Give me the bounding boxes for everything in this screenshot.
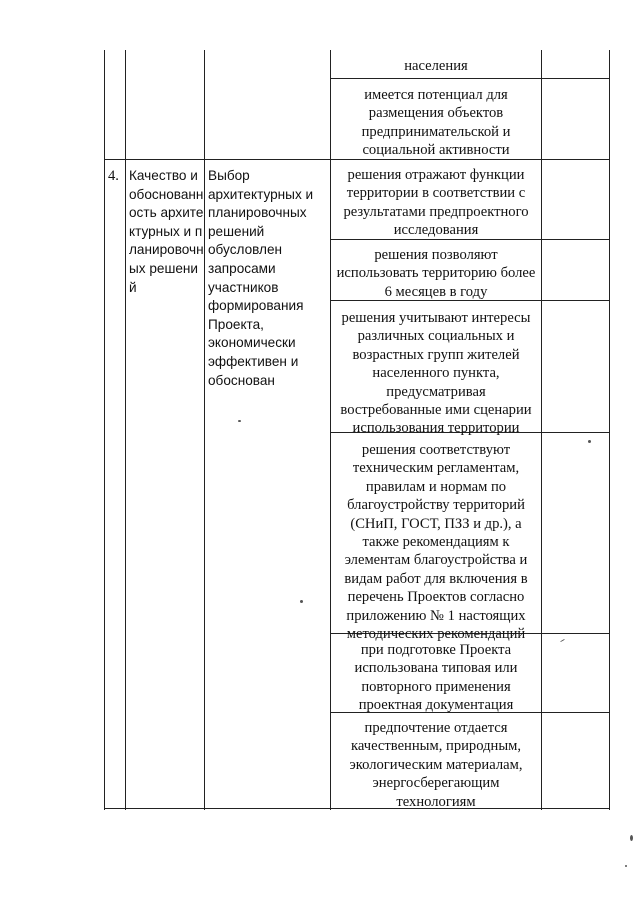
- scan-speck: [588, 440, 591, 443]
- scan-speck: [630, 835, 633, 841]
- scan-speck: [238, 420, 241, 422]
- indicator-cell: предпочтение отдается качественным, природным, экологическим материалам, энергосберегающим технологиям: [349, 720, 523, 810]
- indicator-cell: решения соответствуют техническим регламентам, правилам и нормам по благоустройству территорий (СНиП, ГОСТ, ПЗЗ и др.), а также рекомендациям к элементам благоустройства и видам работ для включения в перечень Проектов согласно приложению № 1 настоящих методических рекомендаций: [344, 442, 528, 643]
- table-border-right: [609, 50, 610, 810]
- description-cell: Выбор архитектурных и планировочных решений обусловлен запросами участников формирования Проекта, экономически эффективен и обоснован: [208, 168, 314, 388]
- indicator-cell: при подготовке Проекта использована типовая или повторного применения проектная документация: [354, 642, 518, 714]
- column-divider-criterion: [204, 50, 205, 810]
- indicator-cell: решения учитывают интересы различных социальных и возрастных групп жителей населенного пункта, предусматривая востребованные ими сценарии использования территории: [340, 310, 532, 437]
- table-border-left: [104, 50, 105, 810]
- indicator-cell: решения отражают функции территории в соответствии с результатами предпроектного исследования: [343, 167, 529, 239]
- scan-speck: [300, 600, 303, 603]
- column-divider-indicator: [541, 50, 542, 810]
- criterion-cell: Качество и обоснованность архитектурных и планировочных решений: [129, 168, 204, 295]
- scan-speck: [625, 865, 627, 867]
- column-divider-number: [125, 50, 126, 810]
- row-divider: [330, 78, 610, 79]
- indicator-cell: населения: [404, 58, 468, 74]
- indicator-cell: имеется потенциал для размещения объектов предпринимательской и социальной активности: [361, 87, 511, 159]
- row-number: 4.: [108, 168, 119, 184]
- indicator-cell: решения позволяют использовать территорию более 6 месяцев в году: [336, 247, 536, 300]
- column-divider-description: [330, 50, 331, 810]
